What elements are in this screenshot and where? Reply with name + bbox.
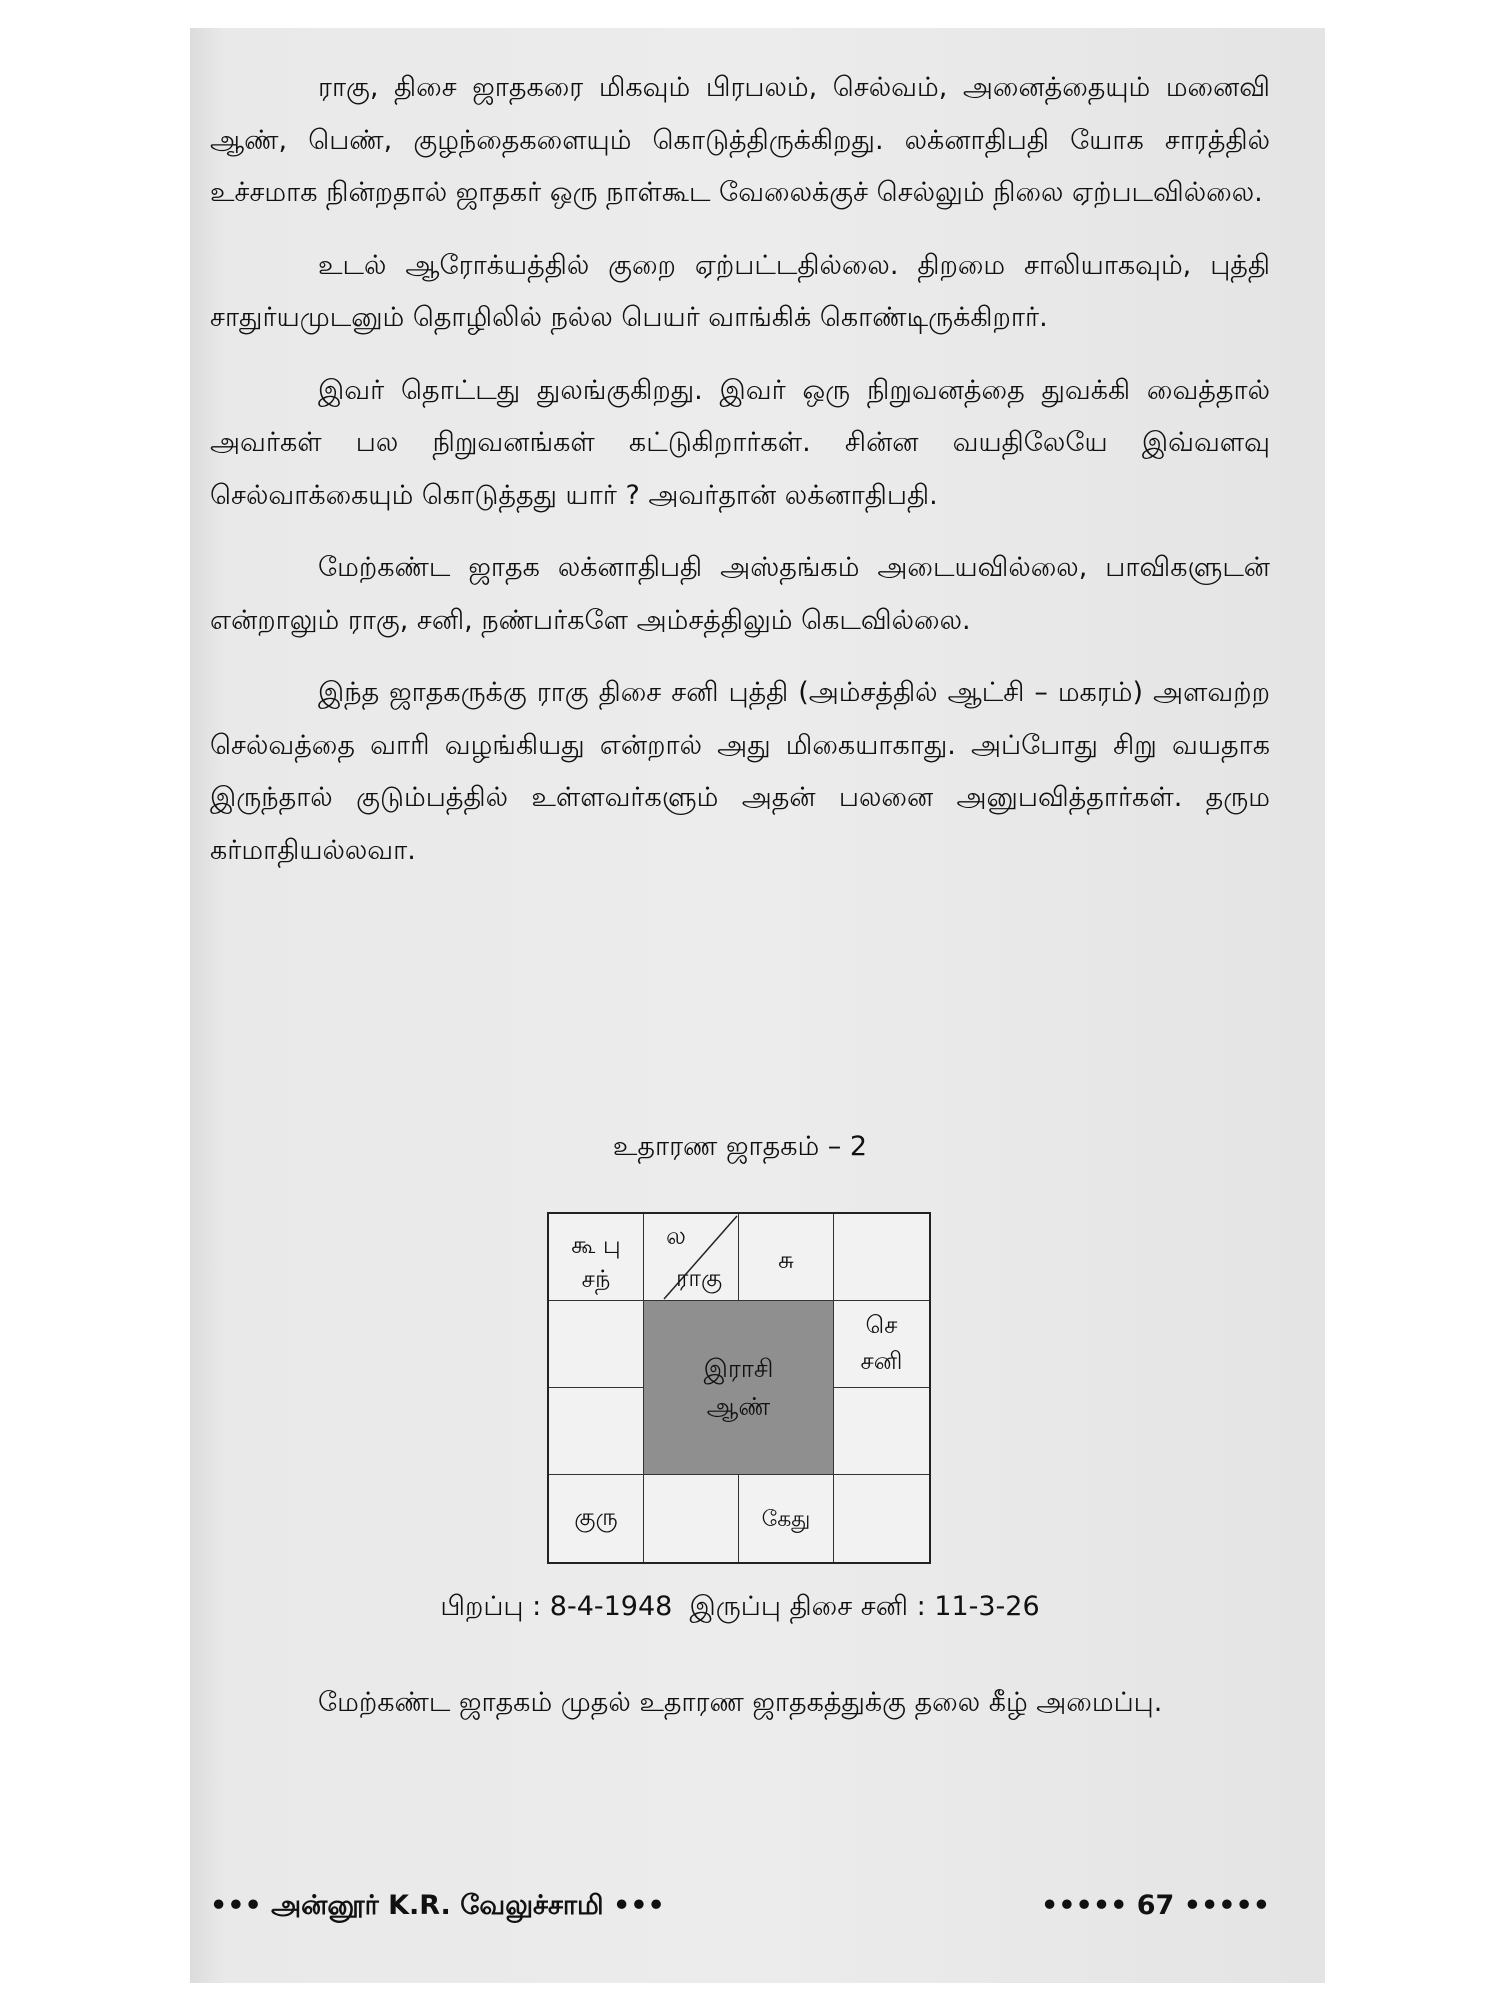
cell-text: கூ பு bbox=[571, 1231, 621, 1259]
page-content bbox=[210, 62, 1270, 1718]
paragraph-2-text: உடல் ஆரோக்யத்தில் குறை ஏற்பட்டதில்லை. திறமை சாலியாகவும், புத்தி சாதுர்யமுடனும் தொழிலில் நல்ல பெயர் வாங்கிக் கொண்டிருக்கிறார். bbox=[210, 249, 1270, 333]
paragraph-1-text: ராகு, திசை ஜாதகரை மிகவும் பிரபலம், செல்வம், அனைத்தையும் மனைவி ஆண், பெண், குழந்தைகளையும் கொடுத்திருக்கிறது. லக்னாதிபதி யோக சாரத்தில் உச்சமாக நின்றதால் ஜாதகர் ஒரு நாள்கூட வேலைக்குச் செல்லும் நிலை ஏற்படவில்லை. bbox=[210, 72, 1270, 208]
chart-cell-r0c2 bbox=[739, 1214, 834, 1301]
cell-text: சனி bbox=[860, 1347, 903, 1375]
paragraph-3-text: இவர் தொட்டது துலங்குகிறது. இவர் ஒரு நிறுவனத்தை துவக்கி வைத்தால் அவர்கள் பல நிறுவனங்கள் கட்டுகிறார்கள். சின்ன வயதிலேயே இவ்வளவு செல்வாக்கையும் கொடுத்தது யார் ? அவர்தான் லக்னாதிபதி. bbox=[210, 374, 1270, 511]
cell-text: சந் bbox=[581, 1265, 611, 1293]
horoscope-chart bbox=[547, 1212, 931, 1564]
paragraph-4 bbox=[210, 542, 1270, 647]
chart-cell-r0c3 bbox=[834, 1214, 929, 1301]
final-paragraph-wrap bbox=[210, 1677, 1270, 1750]
birth-details: பிறப்பு : 8-4-1948 இருப்பு திசை சனி : 11-3-26 bbox=[440, 1591, 1040, 1622]
cell-text: கேது bbox=[761, 1507, 811, 1532]
footer-author: ••• அன்னூர் K.R. வேலுச்சாமி ••• bbox=[210, 1890, 665, 1921]
cell-text-top: ல bbox=[666, 1222, 686, 1250]
center-text: இராசி bbox=[703, 1353, 774, 1383]
chart-cell-r1c0 bbox=[549, 1301, 644, 1388]
chart-cell-r0c1 bbox=[644, 1214, 739, 1301]
cell-text: குரு bbox=[574, 1503, 618, 1531]
footer-page-number: ••••• 67 ••••• bbox=[1041, 1890, 1270, 1921]
chart-center-rasi bbox=[644, 1301, 834, 1475]
cell-text: சு bbox=[778, 1246, 794, 1274]
chart-cell-r3c0 bbox=[549, 1475, 644, 1562]
paragraph-5 bbox=[210, 667, 1270, 877]
cell-text: செ bbox=[865, 1311, 898, 1339]
final-paragraph-text: மேற்கண்ட ஜாதகம் முதல் உதாரண ஜாதகத்துக்கு தலை கீழ் அமைப்பு. bbox=[318, 1687, 1163, 1718]
paragraph-1 bbox=[210, 62, 1270, 220]
paragraph-2 bbox=[210, 240, 1270, 345]
cell-text-bottom: ராகு bbox=[676, 1264, 723, 1292]
paragraph-3 bbox=[210, 365, 1270, 523]
chart-cell-r2c0 bbox=[549, 1388, 644, 1475]
chart-cell-r3c3 bbox=[834, 1475, 929, 1562]
paragraph-5-text: இந்த ஜாதகருக்கு ராகு திசை சனி புத்தி (அம்சத்தில் ஆட்சி – மகரம்) அளவற்ற செல்வத்தை வாரி வழங்கியது என்றால் அது மிகையாகாது. அப்போது சிறு வயதாக இருந்தால் குடும்பத்தில் உள்ளவர்களும் அதன் பலனை அனுபவித்தார்கள். தரும கர்மாதியல்லவா. bbox=[210, 677, 1270, 866]
chart-cell-r1c3 bbox=[834, 1301, 929, 1388]
chart-title: உதாரண ஜாதகம் – 2 bbox=[612, 1131, 868, 1162]
chart-cell-r0c0 bbox=[549, 1214, 644, 1301]
chart-cell-r3c1 bbox=[644, 1475, 739, 1562]
paragraph-4-text: மேற்கண்ட ஜாதக லக்னாதிபதி அஸ்தங்கம் அடையவில்லை, பாவிகளுடன் என்றாலும் ராகு, சனி, நண்பர்களே அம்சத்திலும் கெடவில்லை. bbox=[210, 552, 1270, 636]
final-paragraph bbox=[210, 1677, 1270, 1730]
chart-cell-r2c3 bbox=[834, 1388, 929, 1475]
chart-cell-r3c2 bbox=[739, 1475, 834, 1562]
center-text: ஆண் bbox=[706, 1391, 771, 1421]
